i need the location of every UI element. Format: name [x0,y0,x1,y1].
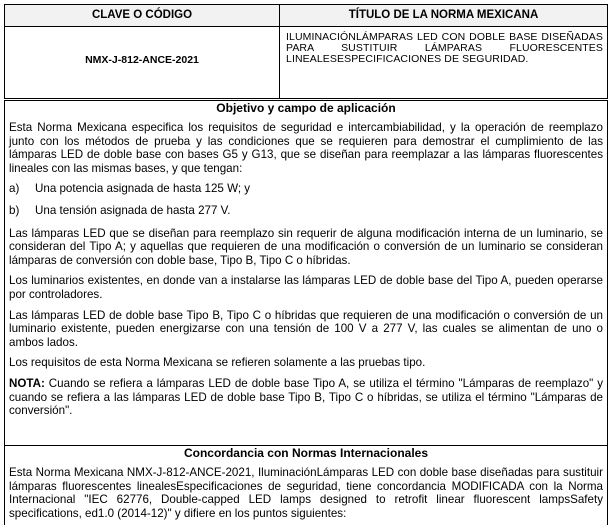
list-item [5,182,607,196]
concordance-paragraph-1: Esta Norma Mexicana NMX-J-812-ANCE-2021, IluminaciónLámparas LED con doble base diseñadas para sustituir lámparas fluorescentes linealesEspecificaciones de seguridad, tiene concordancia MODIFICADA con la Norma Internacional "IEC 62776, Double-capped LED lamps designed to retrofit linear fluorescent lampsSafety specifications, ed1.0 (2014-12)" y difiere en los puntos siguientes: [9,466,603,520]
list-item-text: Una potencia asignada de hasta 125 W; y [35,182,251,196]
title-cell [280,27,607,98]
objective-section [4,100,608,446]
header-row [5,5,607,27]
list-marker: b) [9,203,20,217]
concordance-heading: Concordancia con Normas Internacionales [183,446,429,460]
list-marker: a) [9,182,20,196]
header-value-row [5,27,607,98]
norm-code: NMX-J-812-ANCE-2021 [85,54,199,66]
objective-paragraph-4: Las lámparas LED de doble base Tipo B, Tipo C o híbridas que requieren de una modificación o conversión de un luminario existente, pueden energizarse con una tensión de 100 V a 277 V, las cuales se alimentan de uno o ambos lados. [9,308,603,349]
list-item [5,204,607,218]
objective-heading: Objetivo y campo de aplicación [216,101,396,115]
objective-paragraph-5: Los requisitos de esta Norma Mexicana se refieren solamente a las pruebas tipo. [9,356,426,370]
norm-header-table [4,4,608,99]
code-cell [5,27,280,98]
list-item-text: Una tensión asignada de hasta 277 V. [35,203,231,217]
objective-paragraph-1: Esta Norma Mexicana especifica los requisitos de seguridad e intercambiabilidad, y la operación de reemplazo junto con los métodos de prueba y las condiciones que se requieren para demostrar el cumplimiento de las lámparas LED de doble base con bases G5 y G13, que se diseñan para reemplazar a las lámparas fluorescentes lineales con las mismas bases, y que tengan: [9,121,603,175]
code-column-heading: CLAVE O CÓDIGO [5,5,280,26]
objective-paragraph-3: Los luminarios existentes, en donde van a instalarse las lámparas LED de doble base del Tipo A, pueden operarse por controladores. [9,274,603,301]
objective-paragraph-2: Las lámparas LED que se diseñan para reemplazo sin requerir de alguna modificación interna de un luminario, se consideran del Tipo A; y aquellas que requieren de una modificación o conversión de un luminario se consideran lámparas de conversión con doble base, Tipo B, Tipo C o híbridas. [9,226,603,267]
title-column-heading: TÍTULO DE LA NORMA MEXICANA [348,9,539,21]
objective-note [5,377,607,418]
note-text: Cuando se refiera a lámparas LED de doble base Tipo A, se utiliza el término "Lámparas de reemplazo" y cuando se refiera a las lámparas LED de doble base Tipo B, Tipo C o híbridas, se utiliza el término "Lámparas de conversión". [9,376,603,418]
concordance-section [4,445,608,525]
note-label: NOTA: [9,376,45,390]
norm-title: ILUMINACIÓNLÁMPARAS LED CON DOBLE BASE DISEÑADAS PARA SUSTITUIR LÁMPARAS FLUORESCENTES LINEALESESPECIFICACIONES DE SEGURIDAD. [286,31,603,65]
